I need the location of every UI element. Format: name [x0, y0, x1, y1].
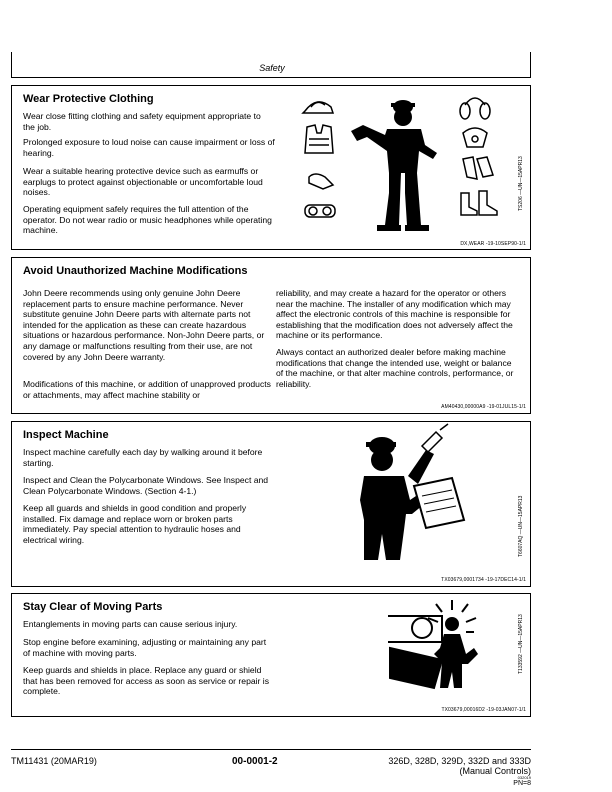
paragraph: Stop engine before examining, adjusting or maintaining any part of machine with moving parts.	[23, 637, 267, 658]
reference-code: AM40430,00000A9 -19-01JUL15-1/1	[441, 404, 526, 410]
footer-models: 326D, 328D, 329D, 332D and 333D	[388, 756, 531, 766]
paragraph: Modifications of this machine, or addition of unapproved products or attachments, may affect machine stability or	[23, 379, 271, 400]
paragraph: Prolonged exposure to loud noise can cause impairment or loss of hearing.	[23, 137, 275, 158]
reference-code: DX,WEAR -19-10SEP90-1/1	[460, 241, 526, 247]
figure-code: T6607AQ —UN—15APR13	[518, 495, 524, 557]
paragraph: reliability, and may create a hazard for the operator or others near the machine. The installer of any modification which may affect the electronic controls of this machine is responsible for establishing that the modification does not adversely affect the machine or its performance.	[276, 288, 513, 341]
header-title: Safety	[259, 63, 285, 73]
footer-pn: PN=8	[513, 780, 531, 787]
section-inspect-machine	[11, 421, 531, 587]
protective-equipment-illustration	[297, 93, 497, 233]
section-wear-protective-clothing	[11, 85, 531, 250]
section-title: Inspect Machine	[23, 429, 109, 441]
paragraph: Inspect machine carefully each day by walking around it before starting.	[23, 447, 263, 468]
earmuffs-icon	[460, 98, 490, 119]
paragraph: Always contact an authorized dealer before making machine modifications that change the intended use, weight or balance of the machine, or that alter machine controls, performance, or reliability.	[276, 347, 514, 389]
paragraph: Wear a suitable hearing protective device such as earmuffs or earplugs to protect against objectionable or uncomfortable loud noises.	[23, 166, 263, 198]
page-header	[11, 52, 531, 78]
footer-small-code: 032019	[517, 775, 531, 780]
footer-divider	[11, 749, 531, 750]
entanglement-hazard-illustration	[382, 598, 502, 690]
flashlight-icon	[422, 424, 448, 452]
clipboard-icon	[414, 478, 464, 528]
paragraph: Keep guards and shields in place. Replace any guard or shield that has been removed for access as soon as service or repair is complete.	[23, 665, 269, 697]
worker-silhouette-icon	[351, 100, 437, 231]
footer-doc-id: TM11431 (20MAR19)	[11, 756, 97, 766]
section-title: Avoid Unauthorized Machine Modifications	[23, 265, 248, 277]
footer-page-number: 00-0001-2	[232, 756, 278, 767]
figure-code: T133592 —UN—15APR13	[518, 614, 524, 674]
paragraph: Wear close fitting clothing and safety equipment appropriate to the job.	[23, 111, 261, 132]
hazard-figure-icon	[434, 617, 478, 688]
paragraph: Operating equipment safely requires the full attention of the operator. Do not wear radio or music headphones while operating machine.	[23, 204, 272, 236]
section-stay-clear-moving-parts	[11, 593, 531, 717]
paragraph: Inspect and Clean the Polycarbonate Windows. See Inspect and Clean Polycarbonate Windows. (Section 4-1.)	[23, 475, 269, 496]
figure-code: TS206 —UN—15APR13	[518, 156, 524, 211]
safety-boots-icon	[461, 191, 497, 215]
paragraph: Keep all guards and shields in good condition and properly installed. Fix damage and replace worn or broken parts immediately. Pay special attention to hydraulic hoses and electrical wiring.	[23, 503, 247, 545]
belt-pulley-icon	[388, 616, 442, 688]
paragraph: John Deere recommends using only genuine John Deere replacement parts to ensure machine performance. Never substitute genuine John Deere parts with alternate parts not intended for the application as these can create hazardous situations or hazardous performance. Non-John Deere parts, or any damage or malfunctions resulting from their use, are not covered by any John Deere warranty.	[23, 288, 265, 362]
section-title: Stay Clear of Moving Parts	[23, 601, 163, 613]
respirator-icon	[463, 128, 487, 147]
footer-controls: (Manual Controls)	[459, 766, 531, 776]
hard-hat-icon	[303, 102, 333, 113]
section-title: Wear Protective Clothing	[23, 93, 154, 105]
reference-code: TX03679,0001734 -19-17DEC14-1/1	[441, 577, 526, 583]
paragraph: Entanglements in moving parts can cause serious injury.	[23, 619, 238, 629]
goggles-icon	[305, 205, 335, 217]
glove-icon	[309, 174, 333, 189]
reference-code: TX03679,00016D2 -19-03JAN07-1/1	[441, 707, 526, 713]
work-gloves-icon	[463, 157, 493, 179]
inspection-worker-illustration	[352, 430, 472, 560]
safety-vest-icon	[305, 125, 333, 153]
section-avoid-unauthorized-modifications	[11, 257, 531, 414]
